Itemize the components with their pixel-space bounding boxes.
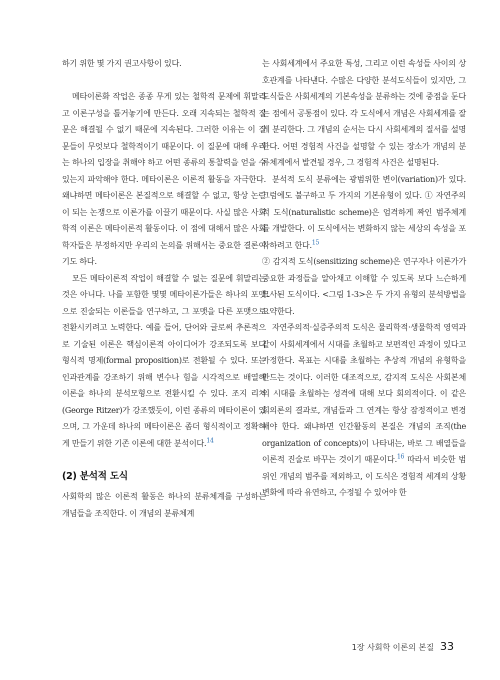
left-column (62, 56, 266, 522)
footnote-marker[interactable]: 15 (311, 238, 320, 246)
paragraph: 하기 위한 몇 가지 권고사항이 있다. (62, 59, 182, 68)
paragraph-text: 따라서 비슷한 범위인 개념의 범주를 제외하고, 이 도식은 경험적 세계의 상황 변화에 따라 유연하고, 수정될 수 있어야 한 (262, 455, 466, 497)
paragraph-text: 분석적 도식 분류에는 광범위한 변이(variation)가 있다. 그럼에도 불구하고 두 가지의 기본유형이 있다. ① 자연주의적 도식(naturalistic scheme)은 엄격하게 짜인 범주체계를 개발한다. 이 도식에서는 변화하지 않는 세상의 속성을 포착하려고 한다. (262, 174, 466, 250)
footnote-marker[interactable]: 14 (206, 436, 214, 444)
section-heading: (2) 분석적 도식 (62, 470, 128, 482)
paragraph: 는 사회세계에서 주요한 특성, 그리고 이런 속성들 사이의 상호관계를 나타낸다. 수많은 다양한 분석도식들이 있지만, 그 도식들은 사회세계의 기본속성을 분류하는 것에 중점을 둔다는 점에서 공통점이 있다. 각 도식에서 개념은 사회세계를 잘게 분리한다. 그 개념의 순서는 다시 사회세계의 질서를 설명한다. 어떤 경험적 사건을 설명할 수 있는 장소가 개념의 분류체계에서 발견될 경우, 그 경험적 사건은 설명된다. (262, 59, 466, 167)
paragraph (262, 320, 466, 502)
footnote-marker[interactable]: 16 (396, 453, 405, 461)
paragraph (262, 172, 466, 255)
paragraph: 사회학의 많은 이론적 활동은 하나의 분류체계를 구성하는 개념들을 조직한다. 이 개념의 분류체계 (62, 492, 266, 518)
paragraph (62, 271, 266, 453)
page-number: 33 (440, 640, 454, 653)
paragraph (62, 89, 266, 271)
paragraph-text: 자연주의적·실증주의적 도식은 물리학적·생물학적 영역과 같이 사회세계에서 시대를 초월하고 보편적인 과정이 있다고 가정한다. 목표는 시대를 초월하는 추상적 개념의 유형학을 만드는 것이다. 이러한 대조적으로, 감지적 도식은 사회본체의 시대를 초월하는 성격에 대해 보다 회의적이다. 이 같은 회의론의 결과로, 개념들과 그 연계는 항상 잠정적이고 변경해야 한다. 왜냐하면 인간활동의 본질은 개념의 조직(the organization of concepts)이 나타내는, 바로 그 배열들을 이론적 진술로 바꾸는 것이기 때문이다. (262, 323, 466, 464)
right-column (262, 56, 466, 502)
page-footer (352, 640, 454, 653)
paragraph-text: 모든 메타이론적 작업이 해결할 수 없는 질문에 휘말리는 것은 아니다. 나를 포함한 몇몇 메타이론가들은 하나의 포맷으로 진술되는 이론들을 연구하고, 그 포맷을 다른 포맷으로 전환시키려고 노력한다. 예를 들어, 단어와 글로써 추론적으로 기술된 이론은 핵심이론적 아이디어가 강조되도록 보다 형식적 명제(formal proposition)로 전환될 수 있다. 또는 인과관계를 강조하기 위해 변수나 힘을 시각적으로 배열해 이론을 하나의 분석모형으로 전환시킬 수 있다. 조지 리처(George Ritzer)가 강조했듯이, 이런 종류의 메타이론이 있으며, 그 가운데 하나의 메타이론은 좀더 형식적이고 정확하게 만들기 위한 기존 이론에 대한 분석이다. (62, 273, 266, 448)
paragraph: ② 감지적 도식(sensitizing scheme)은 연구자나 이론가가 중요한 과정들을 알아채고 이해할 수 있도록 보다 느슨하게 묘사된 도식이다. <그림 1-3>은 두 가지 유형의 분석방법을 요약한다. (262, 257, 466, 316)
paragraph-text: 메타이론화 작업은 종종 무게 있는 철학적 문제에 휘말리고 이론구성을 틀거놓기에 만든다. 오래 지속되는 철학적 질문은 해결될 수 없기 때문에 지속된다. 그러한 이유는 이 질문들이 무엇보다 철학적이기 때문이다. 이 질문에 대해 우리는 하나의 입장을 취해야 하고 어떤 종류의 통찰력을 얻을 수 있는지 파악해야 한다. 메타이론은 이론적 활동을 자극한다. 왜냐하면 메타이론은 본질적으로 해결할 수 없고, 항상 논란이 되는 논쟁으로 이론가를 이끌기 때문이다. 사실 많은 사회학적 이론은 메타이론적 활동이다. 이 점에 대해서 많은 사회학자들은 부정하지만 우리의 논의를 위해서는 중요한 결론이기도 하다. (62, 92, 266, 266)
chapter-title: 1장 사회학 이론의 본질 (351, 643, 434, 652)
